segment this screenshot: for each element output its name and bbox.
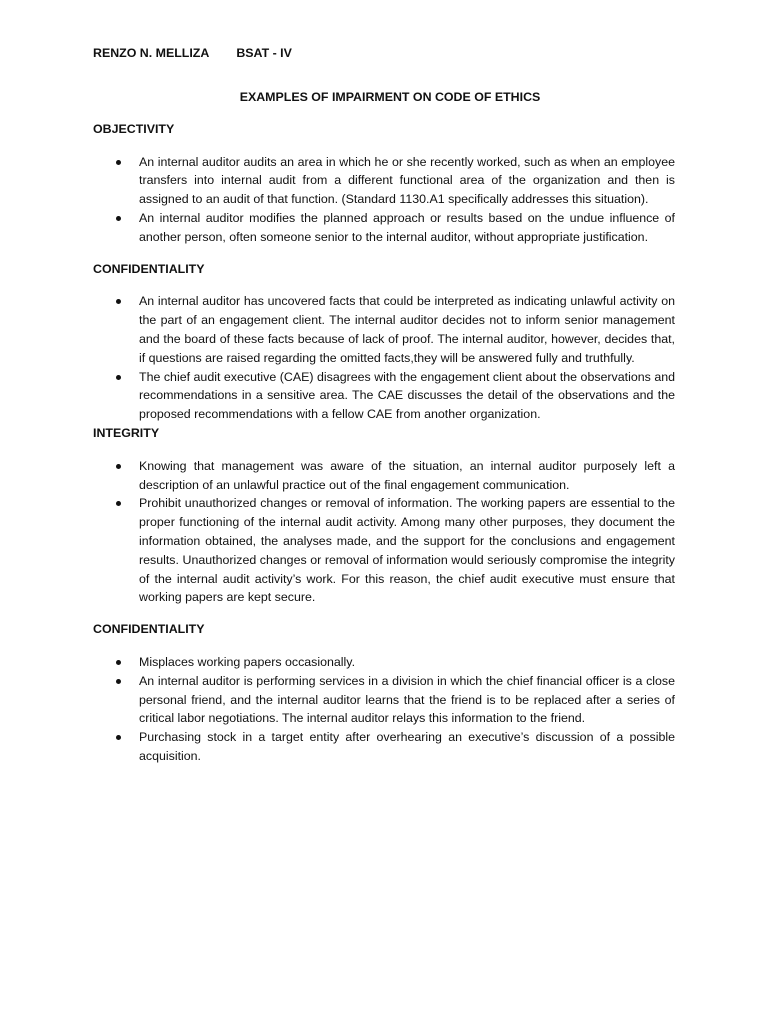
list-item-text: Purchasing stock in a target entity after overhearing an executive’s discussion of a possible acquisition.	[139, 730, 675, 763]
section-heading-objectivity: OBJECTIVITY	[93, 121, 175, 136]
list-item-text: The chief audit executive (CAE) disagrees with the engagement client about the observations and recommendations in a sensitive area. The CAE discusses the detail of the observations and the proposed recommendations with a fellow CAE from another organization.	[139, 369, 675, 422]
list-item	[93, 653, 675, 672]
bullet-icon	[116, 216, 121, 221]
integrity-list	[93, 457, 675, 607]
bullet-icon	[116, 375, 121, 380]
list-item	[93, 292, 675, 367]
bullet-icon	[116, 299, 121, 304]
list-item-text: Prohibit unauthorized changes or removal of information. The working papers are essential to the proper functioning of the internal audit activity. Among many other purposes, they document the information obtained, the analyses made, and the support for the conclusions and engagement results. Unauthorized changes or removal of information would seriously compromise the integrity of the internal audit activity’s work. For this reason, the chief audit executive must ensure that working papers are kept secure.	[139, 496, 675, 605]
confidentiality-list-2	[93, 653, 675, 766]
bullet-icon	[116, 735, 121, 740]
list-item	[93, 672, 675, 728]
section-heading-integrity: INTEGRITY	[93, 425, 160, 440]
list-item-text: An internal auditor audits an area in which he or she recently worked, such as when an employee transfers into internal audit from a different functional area of the organization and then is assigned to an audit of that function. (Standard 1130.A1 specifically addresses this situation).	[139, 154, 675, 207]
student-course: BSAT - IV	[236, 46, 292, 60]
list-item	[93, 153, 675, 209]
list-item	[93, 209, 675, 247]
section-heading-confidentiality-2: CONFIDENTIALITY	[93, 622, 205, 637]
confidentiality-list	[93, 292, 675, 424]
student-header	[93, 44, 675, 63]
bullet-icon	[116, 679, 121, 684]
bullet-icon	[116, 160, 121, 165]
list-item-text: An internal auditor is performing services in a division in which the chief financial officer is a close personal friend, and the internal auditor learns that the friend is to be replaced after a series of critical labor negotiations. The internal auditor relays this information to the friend.	[139, 673, 675, 726]
list-item	[93, 457, 675, 495]
list-item	[93, 728, 675, 766]
list-item	[93, 494, 675, 607]
list-item-text: Misplaces working papers occasionally.	[139, 654, 356, 669]
document-title: EXAMPLES OF IMPAIRMENT ON CODE OF ETHICS	[239, 90, 541, 104]
list-item	[93, 368, 675, 424]
objectivity-list	[93, 153, 675, 247]
list-item-text: An internal auditor has uncovered facts that could be interpreted as indicating unlawful activity on the part of an engagement client. The internal auditor decides not to inform senior management and the board of these facts because of lack of proof. The internal auditor, however, decides that, if questions are raised regarding the omitted facts,they will be answered fully and truthfully.	[139, 294, 675, 365]
list-item-text: An internal auditor modifies the planned approach or results based on the undue influence of another person, often someone senior to the internal auditor, without appropriate justification.	[139, 210, 675, 244]
list-item-text: Knowing that management was aware of the situation, an internal auditor purposely left a description of an unlawful practice out of the final engagement communication.	[139, 458, 675, 492]
bullet-icon	[116, 501, 121, 506]
bullet-icon	[116, 660, 121, 665]
student-name: RENZO N. MELLIZA	[93, 46, 209, 60]
section-heading-confidentiality: CONFIDENTIALITY	[93, 261, 205, 276]
bullet-icon	[116, 464, 121, 469]
document-page	[93, 44, 675, 766]
